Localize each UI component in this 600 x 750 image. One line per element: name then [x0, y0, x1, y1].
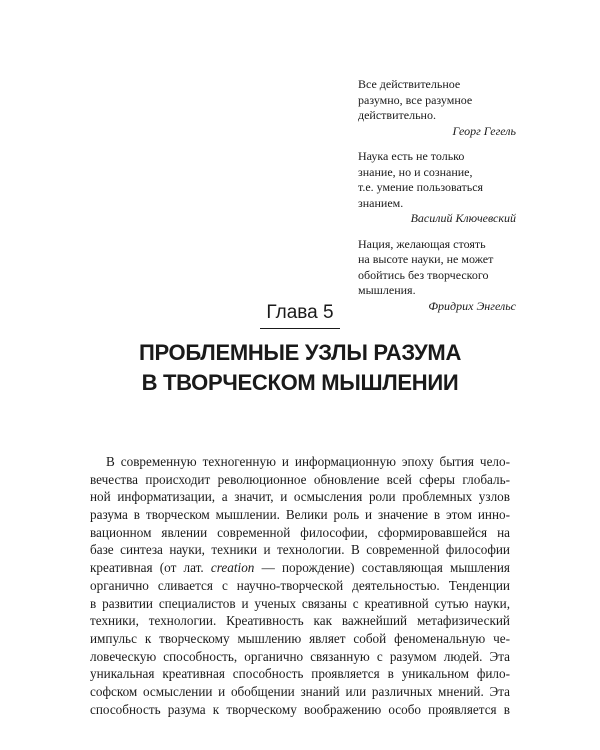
epigraph-line: разумно, все разумное — [358, 92, 473, 107]
chapter-divider — [260, 328, 340, 329]
chapter-title-line: В ТВОРЧЕСКОМ МЫШЛЕНИИ — [141, 370, 459, 395]
epigraph-line: Все действительное — [358, 77, 461, 91]
body-line-part: — порождение) составляющая мышления — [254, 560, 510, 576]
epigraph-line: обойтись без творческого — [358, 267, 489, 282]
body-line: способность разума к творческому воображению особо проявляется в — [90, 701, 510, 717]
epigraph-author: Василий Ключевский — [410, 211, 516, 225]
chapter-label: Глава 5 — [266, 302, 334, 323]
epigraph-line: действительно. — [358, 108, 436, 122]
epigraph-line: т.е. умение пользоваться — [358, 180, 484, 194]
epigraph-line: Наука есть не только — [358, 149, 465, 163]
body-line: техники, технологии. Креативность как важнейший метафизический — [90, 613, 510, 629]
body-line — [90, 559, 510, 577]
body-line-part: креативная (от лат. — [90, 560, 211, 576]
body-line: софском осмыслении и обобщении знаний или различных мнений. Эта — [90, 683, 510, 699]
body-line: вечества происходит революционное обновление всей сферы глобаль- — [90, 471, 510, 487]
epigraph-line: знанием. — [358, 195, 404, 210]
latin-term: creation — [210, 560, 255, 576]
epigraph-line: знание, но и сознание, — [358, 164, 473, 179]
epigraph-author: Фридрих Энгельс — [428, 298, 516, 313]
epigraph-line: Нация, желающая стоять — [358, 236, 486, 251]
chapter-title-line: ПРОБЛЕМНЫЕ УЗЛЫ РАЗУМА — [138, 340, 462, 365]
body-line: разума в творческом мышлении. Велики роль и значение в этом инно- — [90, 507, 510, 523]
body-line: ловеческую способность, органично связанную с разумом людей. Эта — [90, 648, 510, 664]
body-line: базе синтеза науки, техники и технологии. В современной философии — [90, 542, 510, 558]
body-line: В современную техногенную и информационную эпоху бытия чело- — [106, 454, 510, 469]
body-line: ной информатизации, а значит, и осмысления роли проблемных узлов — [90, 489, 510, 505]
body-line: вационном явлении современной философии, сформировавшейся на — [90, 524, 510, 540]
chapter-title — [0, 338, 600, 398]
epigraph-line: мышления. — [358, 283, 416, 297]
epigraphs-block — [358, 77, 516, 324]
epigraph-klyuchevsky — [358, 149, 516, 227]
epigraph-line: на высоте науки, не может — [358, 252, 494, 266]
epigraph-author: Георг Гегель — [452, 123, 516, 138]
body-line: импульс к творческому мышлению являет собой феноменальную че- — [90, 630, 510, 646]
body-line: органично сливается с научно-творческой деятельностью. Тенденции — [90, 577, 510, 593]
body-line: в развитии специалистов и ученых связаны с креативной сутью науки, — [90, 595, 510, 611]
epigraph-hegel — [358, 77, 516, 139]
body-line: уникальная креативная способность проявляется в уникальном фило- — [90, 666, 510, 682]
body-paragraph — [90, 453, 510, 718]
